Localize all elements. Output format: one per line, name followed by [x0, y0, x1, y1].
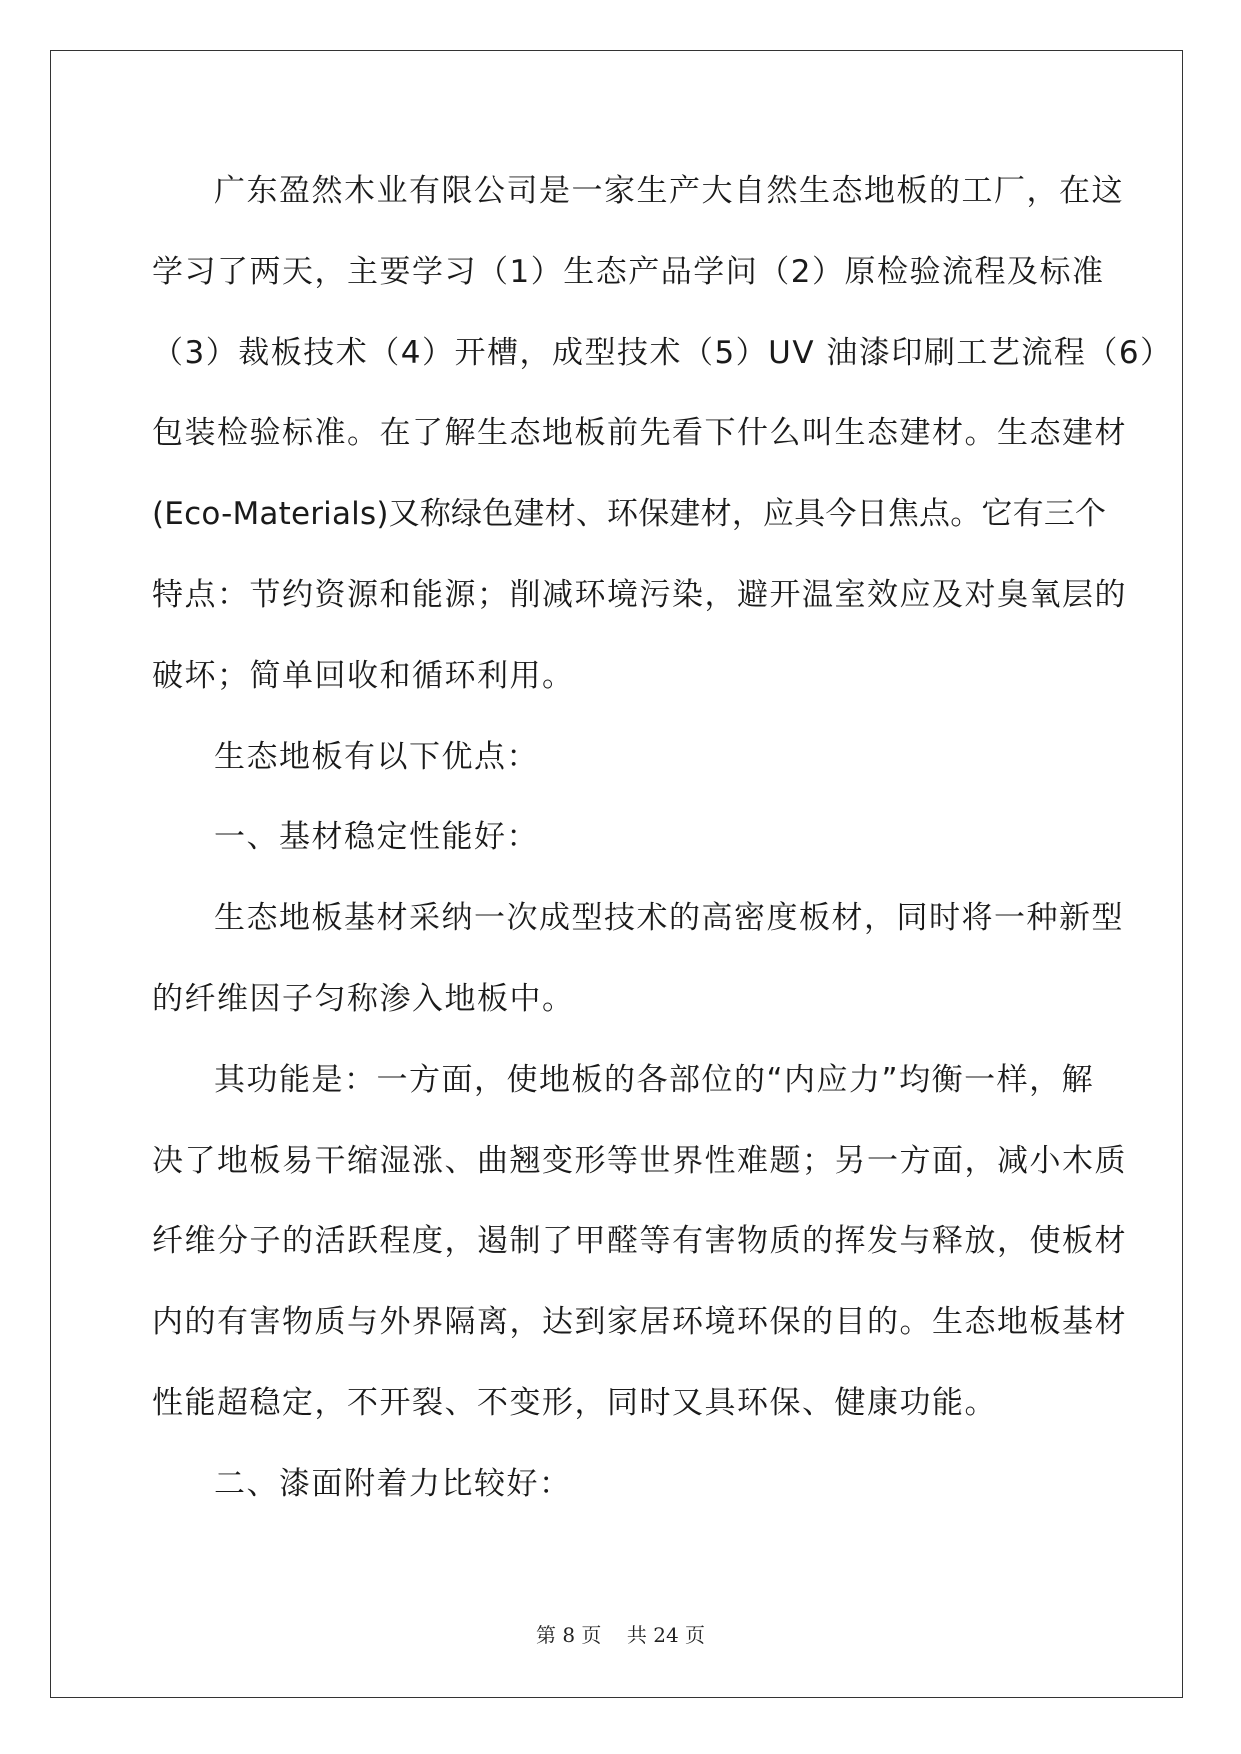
paragraph-line: 包装检验标准。在了解生态地板前先看下什么叫生态建材。生态建材: [152, 415, 1127, 452]
document-body: [152, 166, 1173, 1540]
page-total: 共 24 页: [626, 1623, 706, 1647]
paragraph-line: 的纤维因子匀称渗入地板中。: [152, 980, 575, 1017]
page-number: 第 8 页: [535, 1623, 602, 1647]
page-footer: [0, 1619, 1241, 1648]
paragraph-line: 其功能是：一方面，使地板的各部位的“内应力”均衡一样，解: [214, 1061, 1095, 1098]
paragraph-line: 内的有害物质与外界隔离，达到家居环境环保的目的。生态地板基材: [152, 1304, 1127, 1341]
paragraph-line: 学习了两天，主要学习（1）生态产品学问（2）原检验流程及标准: [152, 253, 1105, 290]
section-heading: 二、漆面附着力比较好：: [214, 1465, 572, 1502]
section-heading: 一、基材稳定性能好：: [214, 819, 539, 856]
paragraph-line: 生态地板基材采纳一次成型技术的高密度板材，同时将一种新型: [214, 900, 1124, 937]
paragraph-line: 广东盈然木业有限公司是一家生产大自然生态地板的工厂，在这: [214, 173, 1124, 209]
paragraph-line: 性能超稳定，不开裂、不变形，同时又具环保、健康功能。: [152, 1384, 997, 1421]
paragraph-line: 破坏；简单回收和循环利用。: [152, 657, 575, 694]
paragraph-line: 纤维分子的活跃程度，遏制了甲醛等有害物质的挥发与释放，使板材: [152, 1223, 1127, 1260]
paragraph-line: 决了地板易干缩湿涨、曲翘变形等世界性难题；另一方面，减小木质: [152, 1142, 1127, 1179]
paragraph-line: (Eco-Materials)又称绿色建材、环保建材，应具今日焦点。它有三个: [152, 496, 1107, 533]
paragraph-line: 生态地板有以下优点：: [214, 738, 539, 775]
paragraph-line: 特点：节约资源和能源；削减环境污染，避开温室效应及对臭氧层的: [152, 576, 1127, 613]
paragraph-line: （3）裁板技术（4）开槽，成型技术（5）UV 油漆印刷工艺流程（6）: [152, 334, 1173, 371]
